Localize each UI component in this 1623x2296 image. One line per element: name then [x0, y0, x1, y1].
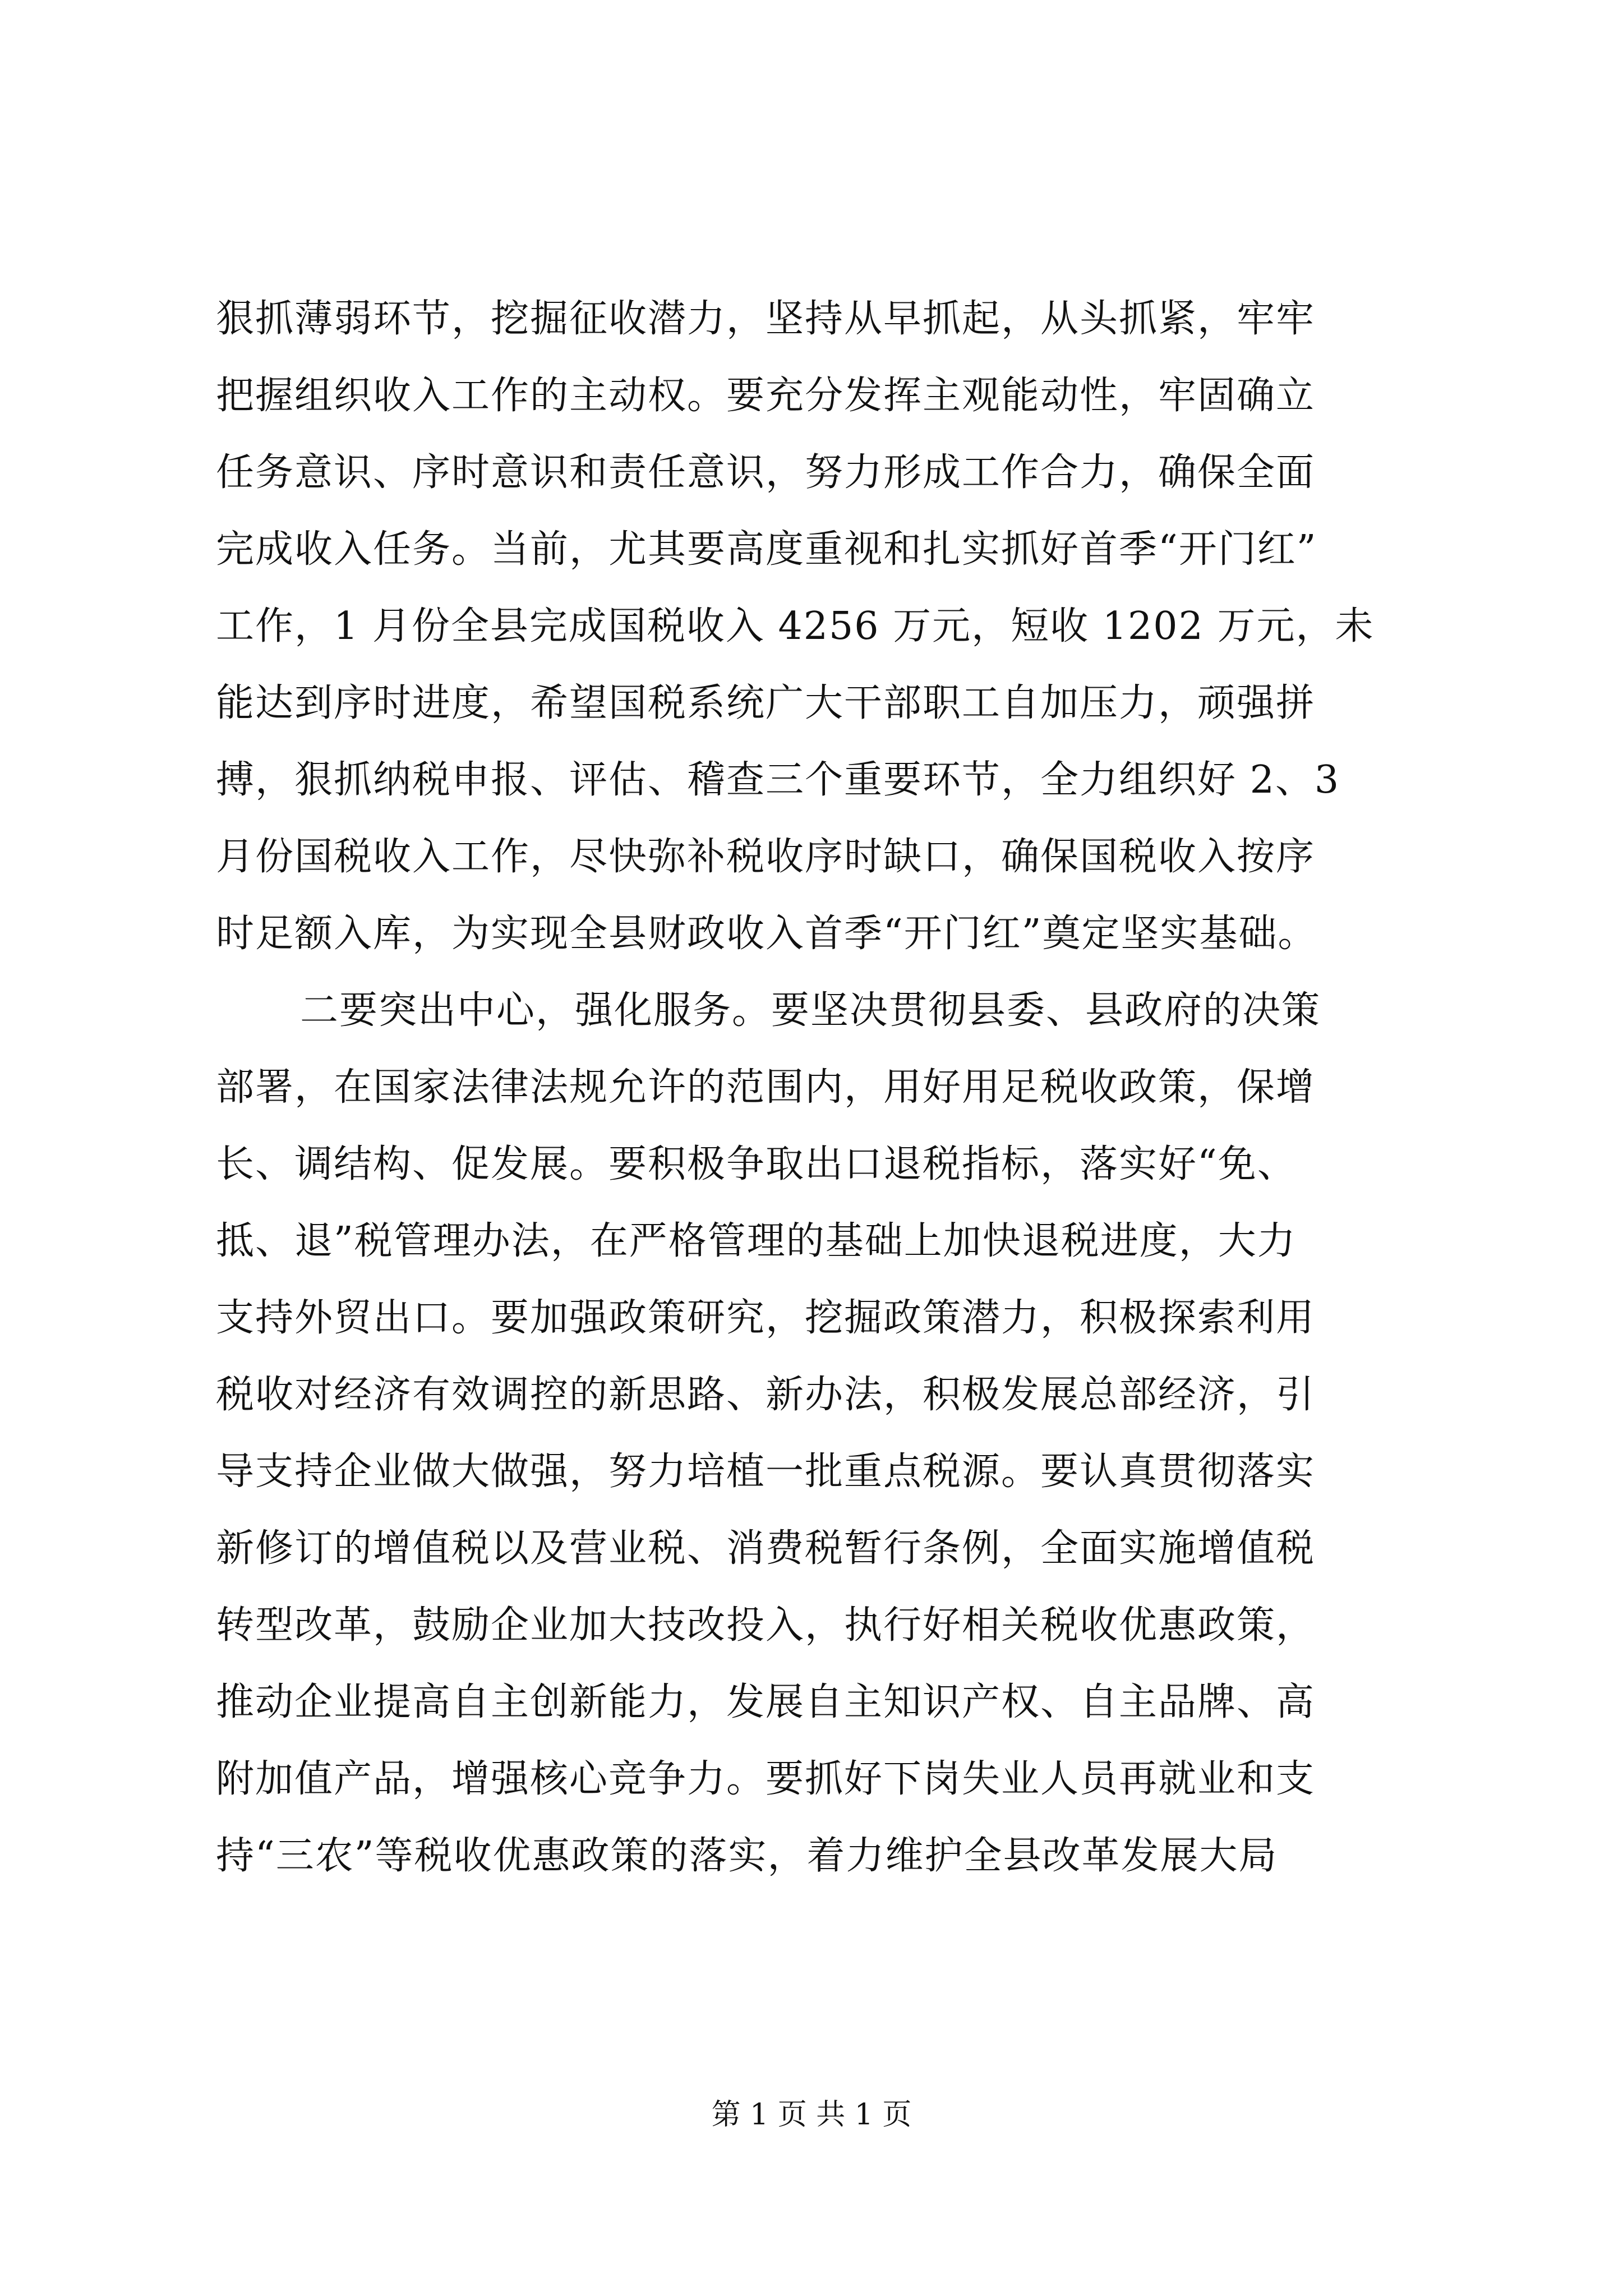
- paragraph-line: 导支持企业做大做强，努力培植一批重点税源。要认真贯彻落实: [216, 1450, 1316, 1494]
- page-footer: 第 1 页 共 1 页: [711, 2098, 912, 2132]
- paragraph-2: [216, 972, 1422, 1894]
- document-body: [216, 280, 1422, 1894]
- paragraph-line: 推动企业提高自主创新能力，发展自主知识产权、自主品牌、高: [216, 1680, 1316, 1724]
- paragraph-line: 完成收入任务。当前，尤其要高度重视和扎实抓好首季“开门红”: [216, 527, 1317, 572]
- paragraph-line: 转型改革，鼓励企业加大技改投入，执行好相关税收优惠政策，: [216, 1603, 1316, 1648]
- paragraph-line: 持“三农”等税收优惠政策的落实，着力维护全县改革发展大局: [216, 1834, 1278, 1878]
- paragraph-line: 新修订的增值税以及营业税、消费税暂行条例，全面实施增值税: [216, 1526, 1316, 1571]
- paragraph-line: 附加值产品，增强核心竞争力。要抓好下岗失业人员再就业和支: [216, 1757, 1316, 1801]
- paragraph-line: 能达到序时进度，希望国税系统广大干部职工自加压力，顽强拼: [216, 681, 1316, 725]
- paragraph-line: 时足额入库，为实现全县财政收入首季“开门红”奠定坚实基础。: [216, 912, 1317, 956]
- paragraph-line: 支持外贸出口。要加强政策研究，挖掘政策潜力，积极探索利用: [216, 1296, 1316, 1340]
- paragraph-line: 长、调结构、促发展。要积极争取出口退税指标，落实好“免、: [216, 1142, 1297, 1186]
- paragraph-line: 任务意识、序时意识和责任意识，努力形成工作合力，确保全面: [216, 450, 1316, 495]
- paragraph-1: [216, 280, 1422, 972]
- paragraph-line: 部署，在国家法律法规允许的范围内，用好用足税收政策，保增: [216, 1065, 1316, 1110]
- paragraph-line: 搏，狠抓纳税申报、评估、稽查三个重要环节，全力组织好 2、3: [216, 758, 1340, 802]
- paragraph-line: 把握组织收入工作的主动权。要充分发挥主观能动性，牢固确立: [216, 374, 1316, 418]
- paragraph-line: 税收对经济有效调控的新思路、新办法，积极发展总部经济，引: [216, 1373, 1316, 1417]
- paragraph-line: 工作，1 月份全县完成国税收入 4256 万元，短收 1202 万元，未: [216, 604, 1375, 648]
- paragraph-line: 二要突出中心，强化服务。要坚决贯彻县委、县政府的决策: [300, 988, 1321, 1033]
- paragraph-line: 抵、退”税管理办法，在严格管理的基础上加快退税进度，大力: [216, 1219, 1297, 1263]
- paragraph-line: 狠抓薄弱环节，挖掘征收潜力，坚持从早抓起，从头抓紧，牢牢: [216, 297, 1316, 341]
- paragraph-line: 月份国税收入工作，尽快弥补税收序时缺口，确保国税收入按序: [216, 835, 1316, 879]
